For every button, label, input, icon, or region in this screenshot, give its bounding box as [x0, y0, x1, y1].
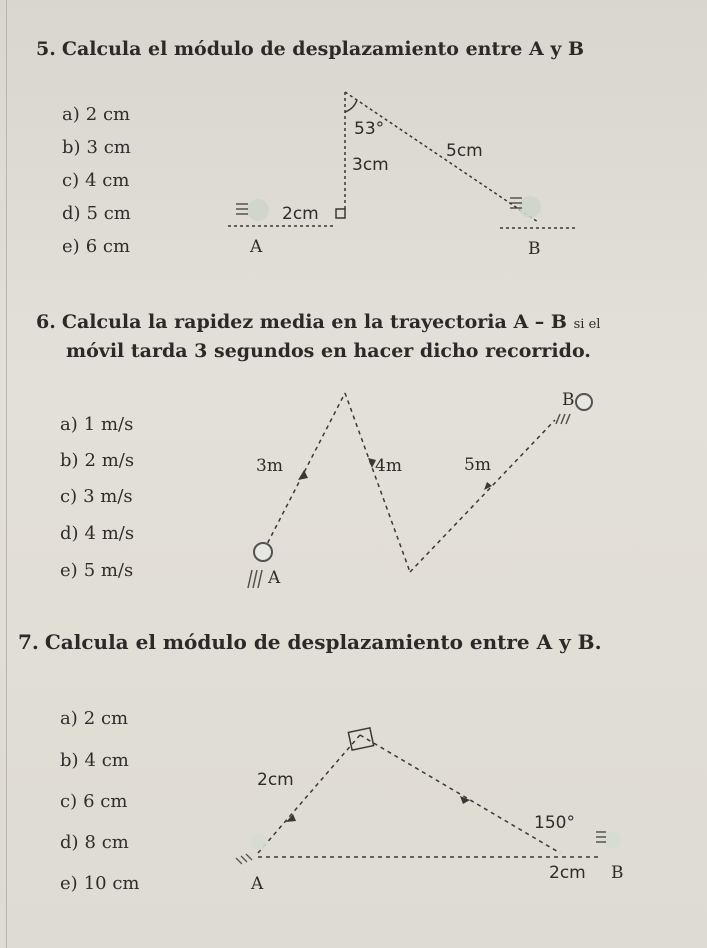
q7-segment-right	[360, 735, 560, 853]
q6-point-b-label: B	[562, 390, 575, 410]
q5-motion-lines-a-icon	[236, 204, 248, 214]
q7-option-c[interactable]: c) 6 cm	[60, 791, 128, 812]
q7-point-a-label: A	[251, 874, 264, 894]
q7-ball-a-icon	[251, 834, 267, 850]
q6-arrow-3-icon	[484, 482, 492, 490]
q7-figure	[236, 728, 624, 894]
question-6-number: 6.	[36, 311, 56, 333]
question-6-text-small: si el	[573, 317, 601, 332]
q5-option-b[interactable]: b) 3 cm	[62, 137, 131, 158]
q5-option-e[interactable]: e) 6 cm	[62, 236, 131, 257]
q7-point-b-label: B	[611, 863, 624, 883]
q6-point-a-label: A	[268, 568, 281, 588]
q5-option-d[interactable]: d) 5 cm	[62, 203, 131, 224]
q5-option-a[interactable]: a) 2 cm	[62, 104, 131, 125]
q7-right-angle-mark	[348, 728, 373, 750]
question-6-text: Calcula la rapidez media en la trayectoria A – B	[61, 311, 567, 333]
q5-label-horizontal: 2cm	[282, 204, 319, 224]
q6-label-seg1: 3m	[256, 456, 283, 476]
q6-segment-3	[410, 420, 555, 572]
q6-ball-a-icon	[254, 543, 272, 561]
q6-label-seg3: 5m	[464, 455, 491, 475]
q7-option-e[interactable]: e) 10 cm	[60, 873, 140, 894]
q7-label-left: 2cm	[257, 770, 294, 790]
q7-angle-label: 150°	[534, 813, 575, 833]
q7-label-bottom: 2cm	[549, 863, 586, 883]
q5-point-b-label: B	[528, 239, 541, 259]
question-5-number: 5.	[36, 38, 56, 60]
q5-ball-b-icon	[519, 196, 541, 218]
q7-segment-left	[258, 735, 360, 853]
q5-figure	[228, 92, 575, 259]
q5-ball-a-icon	[247, 199, 269, 221]
question-5-text: Calcula el módulo de desplazamiento entre A y B	[61, 38, 585, 60]
q6-arrow-1-icon	[298, 470, 308, 480]
q5-angle-arc	[345, 100, 357, 112]
q7-option-a[interactable]: a) 2 cm	[60, 708, 129, 729]
q7-motion-lines-a-icon	[236, 854, 252, 864]
q6-option-a[interactable]: a) 1 m/s	[60, 414, 134, 435]
q6-option-c[interactable]: c) 3 m/s	[60, 486, 133, 507]
q5-right-angle-mark	[336, 209, 345, 218]
q5-angle-label: 53°	[354, 119, 385, 139]
question-6-text-line2: móvil tarda 3 segundos en hacer dicho recorrido.	[66, 340, 591, 362]
question-7-number: 7.	[18, 630, 39, 654]
q6-motion-lines-b-icon	[556, 414, 570, 424]
q6-figure	[248, 390, 592, 588]
q5-label-diagonal: 5cm	[446, 141, 483, 161]
q6-option-e[interactable]: e) 5 m/s	[60, 560, 134, 581]
q5-label-vertical: 3cm	[352, 155, 389, 175]
q6-option-b[interactable]: b) 2 m/s	[60, 450, 135, 471]
q6-segment-2	[345, 393, 410, 572]
question-7-text: Calcula el módulo de desplazamiento entre A y B.	[44, 630, 602, 654]
q7-option-d[interactable]: d) 8 cm	[60, 832, 129, 853]
q6-ball-b-icon	[576, 394, 592, 410]
q7-ball-b-icon	[603, 831, 621, 849]
q6-option-d[interactable]: d) 4 m/s	[60, 523, 135, 544]
q7-option-b[interactable]: b) 4 cm	[60, 750, 129, 771]
q5-point-a-label: A	[250, 237, 263, 257]
q6-motion-lines-a-icon	[248, 570, 262, 588]
q5-option-c[interactable]: c) 4 cm	[62, 170, 130, 191]
q6-label-seg2: 4m	[375, 456, 402, 476]
